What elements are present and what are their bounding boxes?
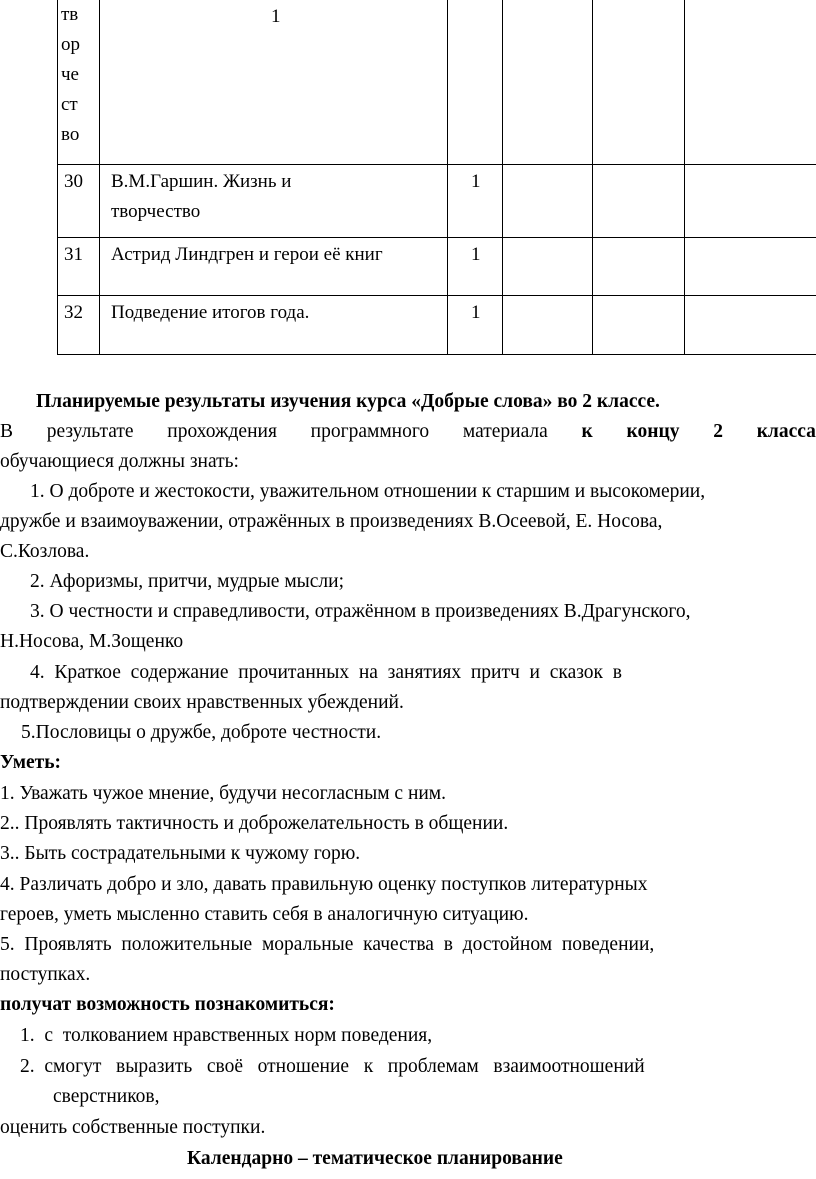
lesson-plan-table [57, 0, 816, 355]
table-row-border [57, 237, 816, 238]
know-item-3-line-2: Н.Носова, М.Зощенко [0, 631, 184, 652]
intro-word: результате [46, 421, 134, 442]
intro-line-2: обучающиеся должны знать: [0, 451, 239, 472]
intro-bold-word: 2 [713, 421, 723, 442]
table-border-col5 [684, 0, 685, 355]
table-cell-topic: Подведение итогов года. [111, 302, 310, 323]
table-cell-num [61, 0, 80, 150]
skill-item-2: 2.. Проявлять тактичность и доброжелательность в общении. [0, 813, 509, 834]
skill-item-4-line-1: 4. Различать добро и зло, давать правильную оценку поступков литературных [0, 874, 648, 895]
table-cell-topic: Астрид Линдгрен и герои её книг [111, 244, 383, 265]
skill-item-5-line-2: поступках. [0, 964, 91, 985]
intro-word: прохождения [167, 421, 277, 442]
know-item-1-line-1: 1. О доброте и жестокости, уважительном отношении к старшим и высокомерии, [30, 481, 706, 502]
table-row-border [57, 295, 816, 296]
topic-line: В.М.Гаршин. Жизнь и [111, 171, 292, 192]
skill-item-5-line-1: 5. Проявлять положительные моральные качества в достойном поведении, [0, 934, 655, 955]
intro-bold-word: класса [756, 421, 816, 442]
opportunity-item-2-line-2: сверстников, [53, 1086, 160, 1107]
opportunity-item-2-line-1: 2. смогут выразить своё отношение к проблемам взаимоотношений [20, 1056, 645, 1077]
footer-title: Календарно – тематическое планирование [187, 1148, 563, 1169]
know-item-4-line-2: подтверждении своих нравственных убеждений. [0, 692, 404, 713]
table-border-left [57, 0, 58, 355]
topic-line: творчество [111, 201, 201, 222]
topic-fragment-line: ор [61, 34, 80, 55]
skill-item-1: 1. Уважать чужое мнение, будучи несогласным с ним. [0, 783, 447, 804]
table-cell-hours: 1 [471, 171, 481, 192]
table-border-col2 [447, 0, 448, 355]
table-cell-num: 31 [64, 244, 83, 265]
intro-word: материала [462, 421, 548, 442]
topic-fragment-line: тв [61, 4, 79, 25]
know-item-5: 5.Пословицы о дружбе, доброте честности. [21, 722, 382, 743]
table-row-border [57, 354, 816, 355]
intro-word: программного [310, 421, 430, 442]
opportunity-heading: получат возможность познакомиться: [0, 994, 335, 1015]
intro-bold-word: к [581, 421, 593, 442]
table-cell-hours: 1 [271, 6, 281, 27]
intro-word: В [0, 421, 14, 442]
topic-fragment-line: во [61, 124, 80, 145]
skill-item-4-line-2: героев, уметь мысленно ставить себя в аналогичную ситуацию. [0, 904, 529, 925]
know-item-1-line-2: дружбе и взаимоуважении, отражённых в произведениях В.Осеевой, Е. Носова, [0, 511, 663, 532]
table-cell-topic [111, 167, 291, 227]
intro-bold-word: концу [626, 421, 680, 442]
table-cell-hours: 1 [471, 302, 481, 323]
opportunity-item-1: 1. с толкованием нравственных норм поведения, [20, 1025, 433, 1046]
skill-item-3: 3.. Быть сострадательными к чужому горю. [0, 843, 361, 864]
opportunity-tail: оценить собственные поступки. [0, 1117, 266, 1138]
table-border-col1 [99, 0, 100, 355]
intro-line-1 [0, 419, 816, 445]
know-item-1-line-3: С.Козлова. [0, 541, 90, 562]
table-border-col3 [502, 0, 503, 355]
section-title: Планируемые результаты изучения курса «Добрые слова» во 2 классе. [36, 391, 660, 412]
know-item-4-line-1: 4. Краткое содержание прочитанных на занятиях притч и сказок в [30, 662, 622, 683]
topic-fragment-line: че [61, 64, 79, 85]
table-row-border [57, 164, 816, 165]
table-cell-num: 32 [64, 302, 83, 323]
table-border-col4 [592, 0, 593, 355]
skills-heading: Уметь: [0, 752, 62, 773]
table-cell-num: 30 [64, 171, 83, 192]
know-item-3-line-1: 3. О честности и справедливости, отражённом в произведениях В.Драгунского, [30, 601, 691, 622]
table-cell-hours: 1 [471, 244, 481, 265]
topic-fragment-line: ст [61, 94, 78, 115]
know-item-2: 2. Афоризмы, притчи, мудрые мысли; [30, 571, 345, 592]
